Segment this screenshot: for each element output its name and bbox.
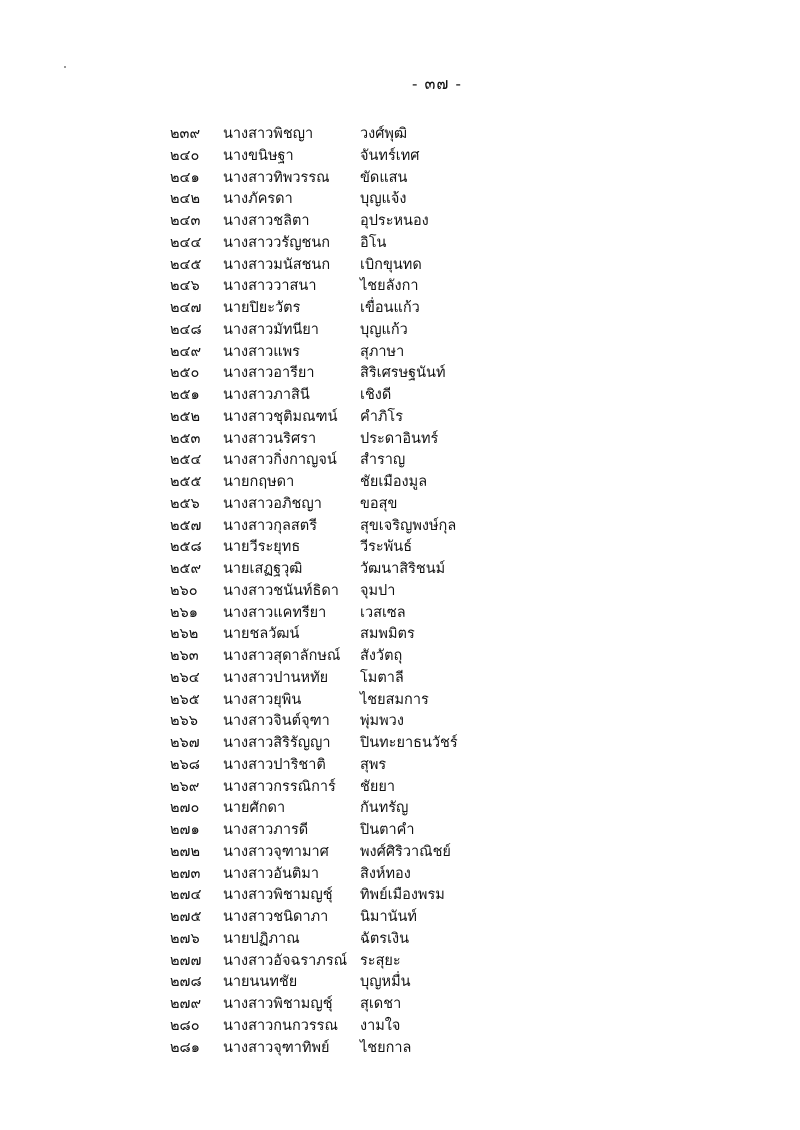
- entry-number: ๒๖๓: [170, 648, 199, 664]
- entry-first-name: นางสาวชลิตา: [223, 213, 310, 229]
- entry-last-name: กันทรัญ: [360, 800, 409, 817]
- entry-number: ๒๘๑: [170, 1039, 200, 1056]
- entry-number: ๒๔๒: [170, 191, 201, 208]
- entry-number: ๒๖๖: [170, 713, 198, 730]
- entry-last-name: อุประหนอง: [360, 213, 429, 229]
- entry-last-name: ไชยกาล: [360, 1039, 412, 1056]
- entry-last-name: ทิพย์เมืองพรม: [360, 887, 445, 904]
- entry-number: ๒๔๖: [170, 278, 200, 295]
- list-item: [0, 885, 800, 907]
- list-item: [0, 559, 800, 581]
- name-list: [0, 124, 800, 1059]
- entry-last-name: ชัยเมืองมูล: [360, 474, 428, 490]
- entry-last-name: เชิงดี: [360, 387, 392, 403]
- entry-first-name: นางสาวแพร: [223, 343, 300, 360]
- entry-last-name: ไชยลังกา: [360, 278, 419, 295]
- list-item: [0, 320, 800, 342]
- entry-number: ๒๗๙: [170, 996, 202, 1012]
- list-item: [0, 842, 800, 864]
- entry-first-name: นางสาวสุดาลักษณ์: [223, 648, 341, 664]
- entry-first-name: นางสาวอัจฉราภรณ์: [223, 952, 348, 969]
- entry-number: ๒๗๘: [170, 974, 202, 991]
- list-item: [0, 146, 800, 168]
- list-item: [0, 363, 800, 385]
- entry-number: ๒๗๖: [170, 930, 200, 947]
- entry-first-name: นางสาวพิชญา: [223, 126, 314, 142]
- entry-number: ๒๖๘: [170, 756, 200, 773]
- entry-last-name: คำภิโร: [360, 408, 403, 425]
- list-item: [0, 342, 800, 364]
- list-item: [0, 168, 800, 190]
- entry-last-name: สังวัตถุ: [360, 648, 403, 664]
- entry-number: ๒๔๓: [170, 213, 201, 229]
- entry-first-name: นางสาวกนกวรรณ: [223, 1017, 338, 1034]
- list-item: [0, 189, 800, 211]
- list-item: [0, 777, 800, 799]
- entry-first-name: นางสาวมัทนียา: [223, 321, 319, 338]
- entry-number: ๒๔๙: [170, 343, 202, 360]
- list-item: [0, 211, 800, 233]
- entry-number: ๒๕๕: [170, 474, 202, 490]
- entry-last-name: อิโน: [360, 234, 387, 251]
- entry-last-name: วงศ์พุฒิ: [360, 126, 408, 142]
- list-item: [0, 603, 800, 625]
- entry-first-name: นางสาวมนัสชนก: [223, 256, 331, 273]
- entry-last-name: จันทร์เทศ: [360, 147, 420, 164]
- entry-first-name: นางสาวชุติมณฑน์: [223, 408, 338, 425]
- entry-last-name: นิมานันท์: [360, 909, 417, 925]
- entry-number: ๒๔๘: [170, 321, 202, 338]
- entry-number: ๒๔๕: [170, 256, 202, 273]
- entry-first-name: นางสาวนริศรา: [223, 430, 317, 447]
- entry-first-name: นางขนิษฐา: [223, 147, 294, 164]
- entry-first-name: นางสาวยุพิน: [223, 691, 302, 708]
- entry-number: ๒๖๗: [170, 735, 200, 751]
- list-item: [0, 668, 800, 690]
- entry-number: ๒๕๐: [170, 365, 200, 382]
- entry-first-name: นางภัครดา: [223, 191, 293, 208]
- entry-first-name: นายนนทชัย: [223, 974, 298, 991]
- list-item: [0, 864, 800, 886]
- entry-last-name: เขื่อนแก้ว: [360, 300, 420, 316]
- scan-speck: [64, 66, 66, 68]
- entry-last-name: ฉัตรเงิน: [360, 930, 410, 947]
- list-item: [0, 929, 800, 951]
- entry-number: ๒๖๙: [170, 778, 200, 795]
- entry-first-name: นางสาวภาสินี: [223, 387, 310, 403]
- entry-first-name: นายศักดา: [223, 800, 286, 817]
- list-item: [0, 733, 800, 755]
- entry-first-name: นายชลวัฒน์: [223, 626, 300, 643]
- list-item: [0, 798, 800, 820]
- entry-first-name: นางสาวจุฑาทิพย์: [223, 1039, 330, 1056]
- entry-last-name: ประดาอินทร์: [360, 430, 439, 447]
- entry-last-name: ปินตาคำ: [360, 822, 415, 838]
- list-item: [0, 1016, 800, 1038]
- entry-first-name: นางสาวกุลสตรี: [223, 517, 317, 534]
- entry-first-name: นางสาวปานหทัย: [223, 669, 329, 686]
- entry-number: ๒๗๑: [170, 822, 200, 838]
- list-item: [0, 537, 800, 559]
- entry-last-name: สุขเจริญพงษ์กุล: [360, 517, 457, 534]
- list-item: [0, 472, 800, 494]
- list-item: [0, 820, 800, 842]
- entry-last-name: ระสุยะ: [360, 952, 401, 969]
- page-number: - ๓๗ -: [412, 74, 462, 93]
- entry-last-name: สุภาษา: [360, 343, 405, 360]
- entry-number: ๒๖๒: [170, 626, 199, 643]
- entry-first-name: นางสาวกรรณิการ์: [223, 778, 336, 795]
- list-item: [0, 407, 800, 429]
- list-item: [0, 255, 800, 277]
- entry-number: ๒๔๔: [170, 234, 202, 251]
- entry-number: ๒๕๖: [170, 495, 200, 512]
- entry-number: ๒๖๑: [170, 604, 198, 621]
- entry-first-name: นางสาวอารียา: [223, 365, 315, 382]
- list-item: [0, 624, 800, 646]
- entry-first-name: นางสาวพิชามญชุ์: [223, 887, 333, 904]
- entry-number: ๒๓๙: [170, 126, 201, 142]
- entry-last-name: ขัดแสน: [360, 169, 408, 186]
- entry-last-name: สำราญ: [360, 452, 406, 469]
- entry-last-name: วัฒนาสิริชนม์: [360, 561, 446, 577]
- list-item: [0, 711, 800, 733]
- entry-number: ๒๖๔: [170, 669, 200, 686]
- entry-number: ๒๗๕: [170, 909, 202, 925]
- entry-last-name: พงศ์ศิริวาณิชย์: [360, 843, 451, 860]
- list-item: [0, 755, 800, 777]
- entry-last-name: สุเดชา: [360, 996, 402, 1012]
- entry-number: ๒๗๒: [170, 843, 201, 860]
- entry-first-name: นางสาวจินต์จุฑา: [223, 713, 330, 730]
- entry-number: ๒๕๑: [170, 387, 200, 403]
- entry-first-name: นายปฏิภาณ: [223, 930, 300, 947]
- list-item: [0, 690, 800, 712]
- entry-number: ๒๗๐: [170, 800, 200, 817]
- entry-last-name: โมตาลี: [360, 669, 404, 686]
- entry-first-name: นางสาวชนันท์ธิดา: [223, 582, 339, 599]
- entry-last-name: ชัยยา: [360, 778, 395, 795]
- list-item: [0, 907, 800, 929]
- list-item: [0, 581, 800, 603]
- entry-first-name: นางสาววรัญชนก: [223, 234, 331, 251]
- entry-first-name: นายปิยะวัตร: [223, 300, 301, 316]
- entry-last-name: บุญแจ้ง: [360, 191, 407, 208]
- entry-last-name: เวสเซล: [360, 604, 406, 621]
- entry-number: ๒๕๓: [170, 430, 201, 447]
- entry-first-name: นางสาวกิ่งกาญจน์: [223, 452, 337, 469]
- list-item: [0, 233, 800, 255]
- list-item: [0, 124, 800, 146]
- entry-last-name: บุญแก้ว: [360, 321, 408, 338]
- list-item: [0, 385, 800, 407]
- list-item: [0, 516, 800, 538]
- list-item: [0, 994, 800, 1016]
- entry-first-name: นางสาวปาริชาติ: [223, 756, 326, 773]
- entry-last-name: ไชยสมการ: [360, 691, 429, 708]
- entry-number: ๒๔๑: [170, 169, 200, 186]
- list-item: [0, 298, 800, 320]
- entry-number: ๒๕๘: [170, 539, 202, 556]
- list-item: [0, 450, 800, 472]
- list-item: [0, 646, 800, 668]
- entry-last-name: สมพมิตร: [360, 626, 415, 643]
- entry-number: ๒๘๐: [170, 1017, 200, 1034]
- entry-first-name: นางสาวสิริรัญญา: [223, 735, 331, 751]
- entry-first-name: นางสาวแคทรียา: [223, 604, 327, 621]
- entry-number: ๒๔๐: [170, 147, 200, 164]
- entry-last-name: งามใจ: [360, 1017, 401, 1034]
- entry-last-name: ขอสุข: [360, 495, 398, 512]
- entry-first-name: นางสาวทิพวรรณ: [223, 169, 330, 186]
- list-item: [0, 1038, 800, 1060]
- entry-last-name: สิงห์ทอง: [360, 865, 411, 882]
- entry-first-name: นางสาวพิชามญชุ์: [223, 996, 333, 1012]
- entry-number: ๒๖๐: [170, 582, 198, 599]
- entry-number: ๒๕๒: [170, 408, 201, 425]
- entry-number: ๒๕๔: [170, 452, 202, 469]
- entry-first-name: นางสาวจุฑามาศ: [223, 843, 329, 860]
- list-item: [0, 276, 800, 298]
- entry-number: ๒๖๕: [170, 691, 200, 708]
- entry-first-name: นางสาวอภิชญา: [223, 495, 322, 512]
- entry-number: ๒๗๗: [170, 952, 202, 969]
- entry-first-name: นายกฤษดา: [223, 474, 295, 490]
- entry-last-name: วีระพันธ์: [360, 539, 413, 556]
- list-item: [0, 429, 800, 451]
- entry-number: ๒๕๗: [170, 517, 202, 534]
- entry-first-name: นางสาวชนิดาภา: [223, 909, 329, 925]
- list-item: [0, 972, 800, 994]
- entry-first-name: นางสาววาสนา: [223, 278, 317, 295]
- entry-last-name: จุมปา: [360, 582, 396, 599]
- entry-first-name: นายเสฏฐวุฒิ: [223, 561, 303, 577]
- entry-last-name: ปินทะยาธนวัชร์: [360, 735, 458, 751]
- entry-last-name: พุ่มพวง: [360, 713, 404, 730]
- entry-last-name: บุญหมื่น: [360, 974, 411, 991]
- entry-number: ๒๕๙: [170, 561, 202, 577]
- entry-last-name: สิริเศรษฐนันท์: [360, 365, 446, 382]
- entry-first-name: นางสาวอันติมา: [223, 865, 320, 882]
- entry-number: ๒๗๓: [170, 865, 201, 882]
- entry-first-name: นายวีระยุทธ: [223, 539, 301, 556]
- list-item: [0, 951, 800, 973]
- entry-last-name: สุพร: [360, 756, 387, 773]
- entry-last-name: เบิกขุนทด: [360, 256, 422, 273]
- entry-number: ๒๗๔: [170, 887, 202, 904]
- entry-number: ๒๔๗: [170, 300, 202, 316]
- entry-first-name: นางสาวภารดี: [223, 822, 309, 838]
- list-item: [0, 494, 800, 516]
